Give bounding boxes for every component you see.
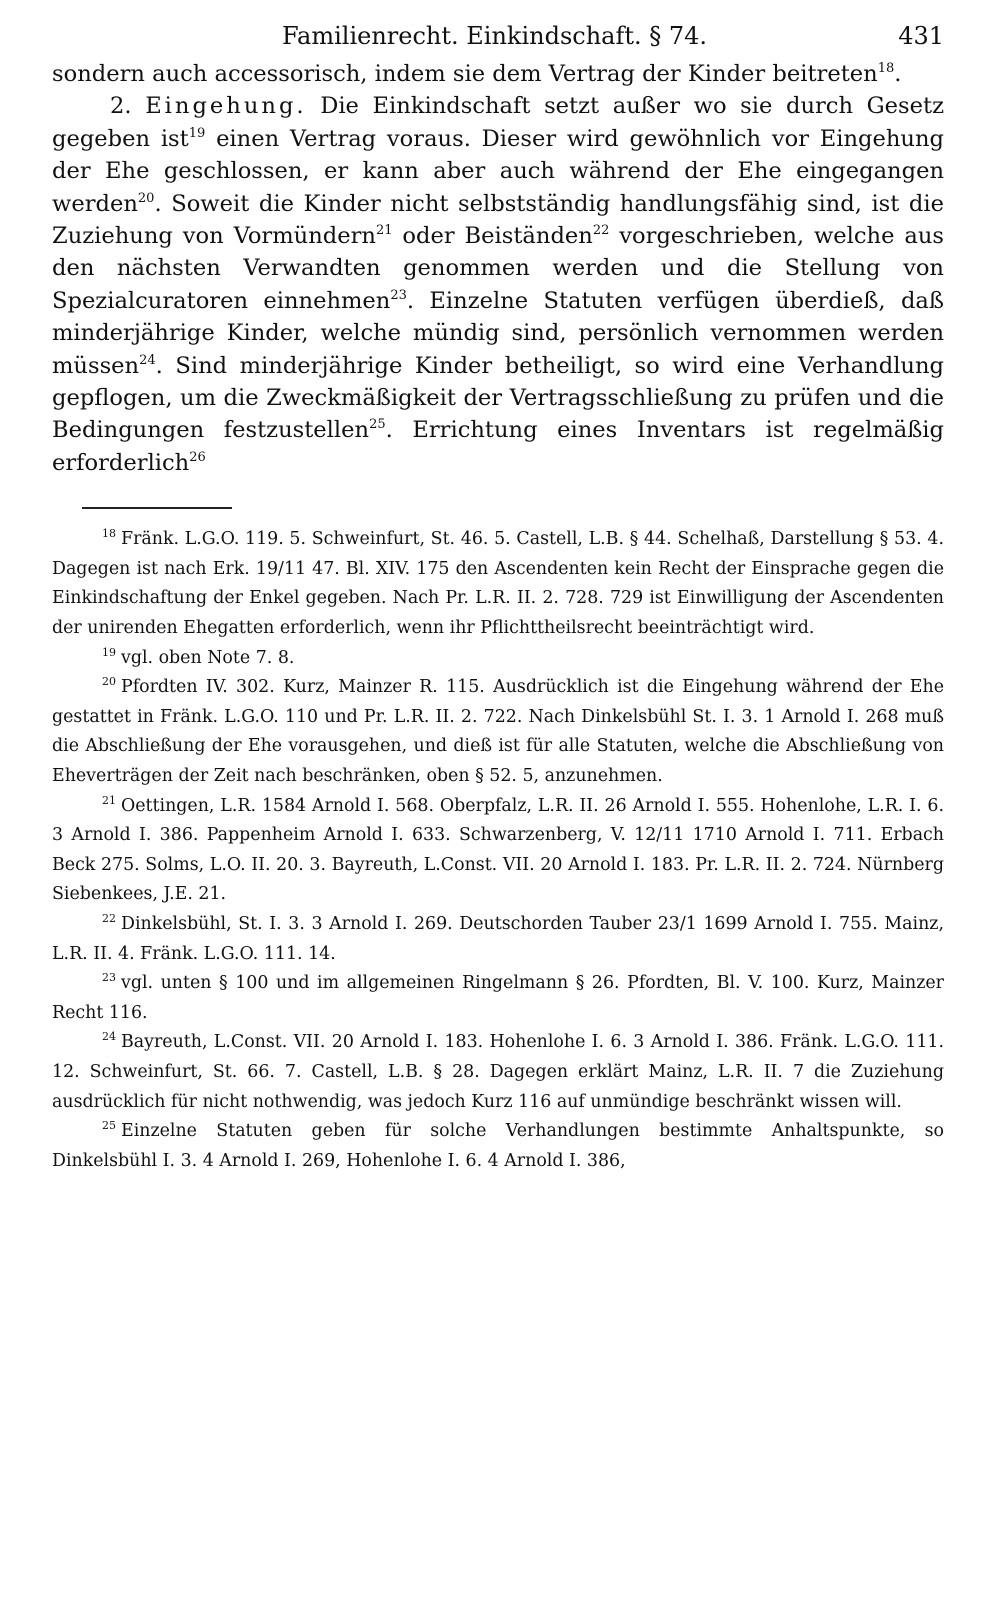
footnote-text: Einzelne Statuten geben für solche Verhandlungen bestimmte Anhaltspunkte, so Dinkelsbühl I. 3. 4 Arnold I. 269, Hohenlohe I. 6. 4 Arnold I. 386, — [52, 1121, 944, 1171]
page-number: 431 — [898, 22, 944, 50]
sentence-6: . Einzelne Statuten verfügen überdieß, daß minderjährige Kinder, welche mündig sind, persönlich vernommen werden müssen — [52, 287, 944, 379]
running-title: Familienrecht. Einkindschaft. § 74. — [282, 22, 708, 50]
section-number: 2. — [110, 93, 132, 120]
sentence-7: . Sind minderjährige Kinder betheiligt, so wird eine Verhandlung gepflogen, um die Zweckmäßigkeit der Vertragsschließung zu prüfen und die Bedingungen festzustellen — [52, 352, 944, 444]
running-header — [52, 18, 944, 58]
footnote-divider — [82, 507, 232, 509]
footnote-text: Dinkelsbühl, St. I. 3. 3 Arnold I. 269. Deutschorden Tauber 23/1 1699 Arnold I. 755. Mainz, L.R. II. 4. Fränk. L.G.O. 111. 14. — [52, 914, 944, 964]
sentence-5: vorgeschrieben, welche aus den nächsten Verwandten genommen werden und die Stellung von Spezialcuratoren einnehmen — [52, 223, 944, 314]
footnote-text: vgl. unten § 100 und im allgemeinen Ringelmann § 26. Pfordten, Bl. V. 100. Kurz, Mainzer Recht 116. — [52, 973, 944, 1023]
footnote-text: Pfordten IV. 302. Kurz, Mainzer R. 115. Ausdrücklich ist die Eingehung während der Ehe gestattet in Fränk. L.G.O. 110 und Pr. L.R. II. 2. 722. Nach Dinkelsbühl St. I. 3. 1 Arnold I. 268 muß die Abschließung der Ehe vorausgehen, und dieß ist für alle Statuten, welche die Abschließung von Eheverträgen der Zeit nach beschränken, oben § 52. 5, anzunehmen. — [52, 677, 944, 787]
footnote-text: vgl. oben Note 7. 8. — [121, 647, 295, 668]
footnote-ref-22[interactable]: 22 — [592, 223, 610, 239]
footnote-ref-25[interactable]: 25 — [369, 417, 386, 433]
footnote-number: 19 — [102, 645, 116, 659]
footnote-ref-23[interactable]: 23 — [390, 287, 407, 303]
footnote — [52, 1117, 944, 1176]
footnote — [52, 969, 944, 1028]
paragraph-1 — [52, 58, 944, 90]
footnote-number: 22 — [102, 912, 116, 925]
sentence-8: . Errichtung eines Inventars ist regelmäßig erforderlich — [52, 417, 944, 476]
footnote — [52, 673, 944, 791]
sentence-1: Die Einkindschaft setzt außer wo sie durch Gesetz gegeben ist — [52, 93, 945, 152]
footnote — [52, 644, 944, 674]
footnote-number: 25 — [102, 1119, 116, 1133]
footnote — [52, 525, 944, 643]
footnote — [52, 792, 944, 910]
main-text — [52, 58, 944, 479]
footnote-number: 21 — [102, 793, 116, 807]
footnote-ref-24[interactable]: 24 — [139, 352, 156, 368]
sentence-2: einen Vertrag voraus. Dieser wird gewöhnlich vor Eingehung der Ehe geschlossen, er kann aber auch während der Ehe eingegangen werden — [52, 125, 944, 217]
footnote-text: Oettingen, L.R. 1584 Arnold I. 568. Oberpfalz, L.R. II. 26 Arnold I. 555. Hohenlohe, L.R. I. 6. 3 Arnold I. 386. Pappenheim Arnold I. 633. Schwarzenberg, V. 12/11 1710 Arnold I. 711. Erbach Beck 275. Solms, L.O. II. 20. 3. Bayreuth, L.Const. VII. 20 Arnold I. 183. Pr. L.R. II. 2. 724. Nürnberg Siebenkees, J.E. 21. — [52, 795, 944, 905]
footnote — [52, 1028, 944, 1117]
footnote-text: Fränk. L.G.O. 119. 5. Schweinfurt, St. 46. 5. Castell, L.B. § 44. Schelhaß, Darstellung § 53. 4. Dagegen ist nach Erk. 19/11 47. Bl. XIV. 175 den Ascendenten kein Recht der Einsprache gegen die Einkindschaftung der Enkel gegeben. Nach Pr. L.R. II. 2. 728. 729 ist Einwilligung der Ascendenten der unirenden Ehegatten erforderlich, wenn ihr Pflichttheilsrecht beeinträchtigt wird. — [52, 529, 944, 639]
sentence-3: . Soweit die Kinder nicht selbstständig handlungsfähig sind, ist die Zuziehung von Vormündern — [52, 190, 944, 250]
footnote-number: 24 — [102, 1030, 116, 1044]
footnote — [52, 910, 944, 969]
footnote-number: 23 — [102, 971, 116, 985]
paragraph-1-text: sondern auch accessorisch, indem sie dem Vertrag der Kinder beitreten — [52, 61, 878, 87]
paragraph-2 — [52, 90, 944, 479]
footnote-ref-18[interactable]: 18 — [877, 61, 895, 76]
footnotes — [52, 525, 944, 1176]
footnote-ref-20[interactable]: 20 — [137, 190, 155, 206]
footnote-text: Bayreuth, L.Const. VII. 20 Arnold I. 183. Hohenlohe I. 6. 3 Arnold I. 386. Fränk. L.G.O. 111. 12. Schweinfurt, St. 66. 7. Castell, L.B. § 28. Dagegen erklärt Mainz, L.R. II. 7 die Zuziehung ausdrücklich für nicht nothwendig, was jedoch Kurz 116 auf unmündige beschränkt wissen will. — [52, 1032, 944, 1112]
footnote-ref-26[interactable]: 26 — [189, 449, 206, 465]
footnote-ref-19[interactable]: 19 — [188, 125, 206, 141]
section-heading: Eingehung. — [145, 93, 307, 120]
book-page — [52, 18, 944, 1176]
sentence-4: oder Beiständen — [402, 223, 593, 250]
footnote-number: 20 — [102, 675, 116, 689]
paragraph-1-tail: . — [894, 61, 902, 87]
footnote-number: 18 — [102, 527, 116, 541]
footnote-ref-21[interactable]: 21 — [375, 223, 393, 239]
